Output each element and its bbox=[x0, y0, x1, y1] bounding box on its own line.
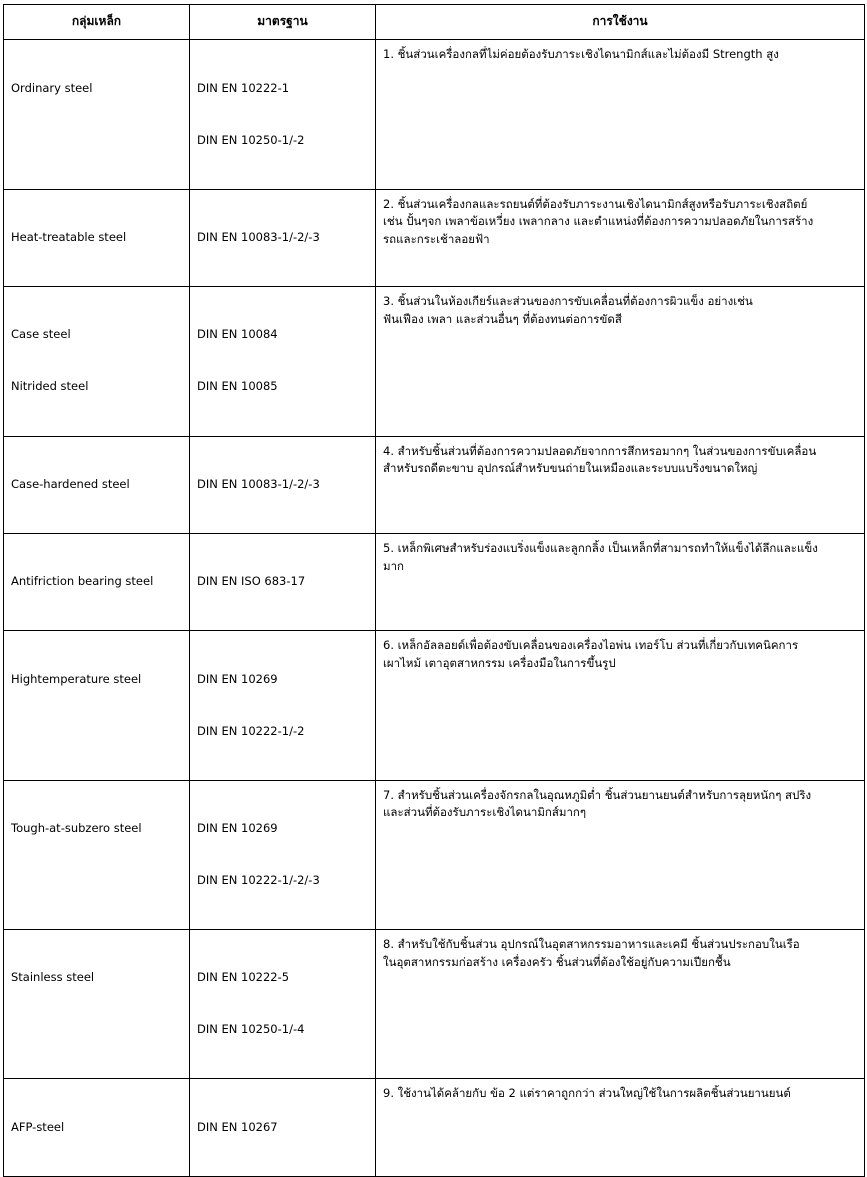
text-line: 7. สำหรับชิ้นส่วนเครื่องจักรกลในอุณหภูมิต่ำ ชิ้นส่วนยานยนต์สำหรับการลุยหนักๆ สปริง bbox=[383, 787, 812, 802]
cell-steel-group bbox=[4, 287, 190, 436]
text-line: 8. สำหรับใช้กับชิ้นส่วน อุปกรณ์ในอุตสาหกรรมอาหารและเคมี ชิ้นส่วนประกอบในเรือ bbox=[383, 936, 800, 951]
cell-steel-group bbox=[4, 780, 190, 929]
text-line: Tough-at-subzero steel bbox=[11, 820, 142, 835]
text-line: DIN EN 10269 bbox=[197, 671, 278, 686]
cell-usage bbox=[376, 929, 865, 1078]
text-line: รถและกระเช้าลอยฟ้า bbox=[383, 232, 490, 247]
table-row bbox=[4, 929, 865, 1078]
cell-usage bbox=[376, 40, 865, 189]
cell-usage bbox=[376, 780, 865, 929]
text-line: DIN EN 10083-1/-2/-3 bbox=[197, 230, 320, 245]
column-header-usage: การใช้งาน bbox=[376, 5, 865, 40]
cell-steel-group bbox=[4, 631, 190, 780]
text-line: ฟันเฟือง เพลา และส่วนอื่นๆ ที่ต้องทนต่อการขัดสี bbox=[383, 311, 622, 326]
table-row bbox=[4, 533, 865, 630]
table-row bbox=[4, 189, 865, 286]
text-line: DIN EN 10222-1/-2 bbox=[197, 723, 305, 738]
column-header-standard: มาตรฐาน bbox=[190, 5, 376, 40]
text-line: และส่วนที่ต้องรับภาระเชิงไดนามิกส์มากๆ bbox=[383, 805, 587, 820]
cell-usage bbox=[376, 436, 865, 533]
cell-standard bbox=[190, 40, 376, 189]
cell-usage bbox=[376, 1079, 865, 1176]
table-header-row bbox=[4, 5, 865, 40]
text-line: สำหรับรถดีตะขาบ อุปกรณ์สำหรับขนถ่ายในเหมืองและระบบแบริ่งขนาดใหญ่ bbox=[383, 461, 758, 476]
table-row bbox=[4, 780, 865, 929]
cell-standard bbox=[190, 929, 376, 1078]
text-line: Stainless steel bbox=[11, 970, 95, 985]
text-line: 5. เหล็กพิเศษสำหรับร่องแบริ่งแข็งและลูกกลิ้ง เป็นเหล็กที่สามารถทำให้แข็งได้ลึกและแข็ง bbox=[383, 540, 818, 555]
cell-steel-group bbox=[4, 189, 190, 286]
cell-standard bbox=[190, 436, 376, 533]
text-line: Antifriction bearing steel bbox=[11, 574, 154, 589]
table-row bbox=[4, 1079, 865, 1176]
cell-steel-group bbox=[4, 533, 190, 630]
table-header bbox=[4, 5, 865, 40]
text-line: 6. เหล็กอัลลอยด์เพื่อต้องขับเคลื่อนของเครื่องไอพ่น เทอร์โบ ส่วนที่เกี่ยวกับเทคนิคการ bbox=[383, 638, 799, 653]
cell-steel-group bbox=[4, 40, 190, 189]
cell-usage bbox=[376, 631, 865, 780]
cell-steel-group bbox=[4, 929, 190, 1078]
text-line: DIN EN ISO 683-17 bbox=[197, 574, 306, 589]
text-line: DIN EN 10083-1/-2/-3 bbox=[197, 476, 320, 491]
cell-steel-group bbox=[4, 436, 190, 533]
text-line: DIN EN 10222-5 bbox=[197, 970, 290, 985]
text-line: DIN EN 10250-1/-2 bbox=[197, 132, 305, 147]
text-line: มาก bbox=[383, 558, 405, 573]
text-line: Hightemperature steel bbox=[11, 671, 142, 686]
cell-standard bbox=[190, 631, 376, 780]
text-line: AFP-steel bbox=[11, 1119, 65, 1134]
text-line: DIN EN 10267 bbox=[197, 1119, 278, 1134]
cell-usage bbox=[376, 533, 865, 630]
cell-standard bbox=[190, 1079, 376, 1176]
text-line: 1. ชิ้นส่วนเครื่องกลที่ไม่ค่อยต้องรับภาระเชิงไดนามิกส์และไม่ต้องมี Strength สูง bbox=[383, 47, 779, 62]
steel-grades-table bbox=[3, 4, 865, 1177]
cell-standard bbox=[190, 189, 376, 286]
column-header-steel-group: กลุ่มเหล็ก bbox=[4, 5, 190, 40]
text-line: เผาไหม้ เตาอุตสาหกรรม เครื่องมือในการขึ้นรูป bbox=[383, 655, 616, 670]
table-row bbox=[4, 40, 865, 189]
table-row bbox=[4, 436, 865, 533]
text-line: DIN EN 10085 bbox=[197, 379, 278, 394]
text-line: Ordinary steel bbox=[11, 80, 93, 95]
text-line: Nitrided steel bbox=[11, 379, 89, 394]
text-line: ในอุตสาหกรรมก่อสร้าง เครื่องครัว ชิ้นส่วนที่ต้องใช้อยู่กับความเปียกชื้น bbox=[383, 954, 731, 969]
cell-usage bbox=[376, 287, 865, 436]
text-line: Heat-treatable steel bbox=[11, 230, 127, 245]
text-line: DIN EN 10084 bbox=[197, 327, 278, 342]
text-line: Case steel bbox=[11, 327, 71, 342]
table-row bbox=[4, 631, 865, 780]
cell-standard bbox=[190, 533, 376, 630]
table-row bbox=[4, 287, 865, 436]
cell-steel-group bbox=[4, 1079, 190, 1176]
text-line: 4. สำหรับชิ้นส่วนที่ต้องการความปลอดภัยจากการสึกหรอมากๆ ในส่วนของการขับเคลื่อน bbox=[383, 443, 817, 458]
cell-standard bbox=[190, 780, 376, 929]
text-line: เช่น ปั้นๆจก เพลาข้อเหวี่ยง เพลากลาง และตำแหน่งที่ต้องการความปลอดภัยในการสร้าง bbox=[383, 214, 814, 229]
text-line: 2. ชิ้นส่วนเครื่องกลและรถยนต์ที่ต้องรับภาระงานเชิงไดนามิกส์สูงหรือรับภาระเชิงสถิตย์ bbox=[383, 196, 808, 211]
text-line: DIN EN 10269 bbox=[197, 820, 278, 835]
text-line: 9. ใช้งานได้คล้ายกับ ข้อ 2 แต่ราคาถูกกว่า ส่วนใหญ่ใช้ในการผลิตชิ้นส่วนยานยนต์ bbox=[383, 1086, 791, 1101]
table-body bbox=[4, 40, 865, 1176]
text-line: DIN EN 10222-1 bbox=[197, 80, 290, 95]
cell-usage bbox=[376, 189, 865, 286]
text-line: 3. ชิ้นส่วนในห้องเกียร์และส่วนของการขับเคลื่อนที่ต้องการผิวแข็ง อย่างเช่น bbox=[383, 294, 753, 309]
text-line: DIN EN 10222-1/-2/-3 bbox=[197, 872, 320, 887]
text-line: Case-hardened steel bbox=[11, 476, 130, 491]
text-line: DIN EN 10250-1/-4 bbox=[197, 1022, 305, 1037]
cell-standard bbox=[190, 287, 376, 436]
